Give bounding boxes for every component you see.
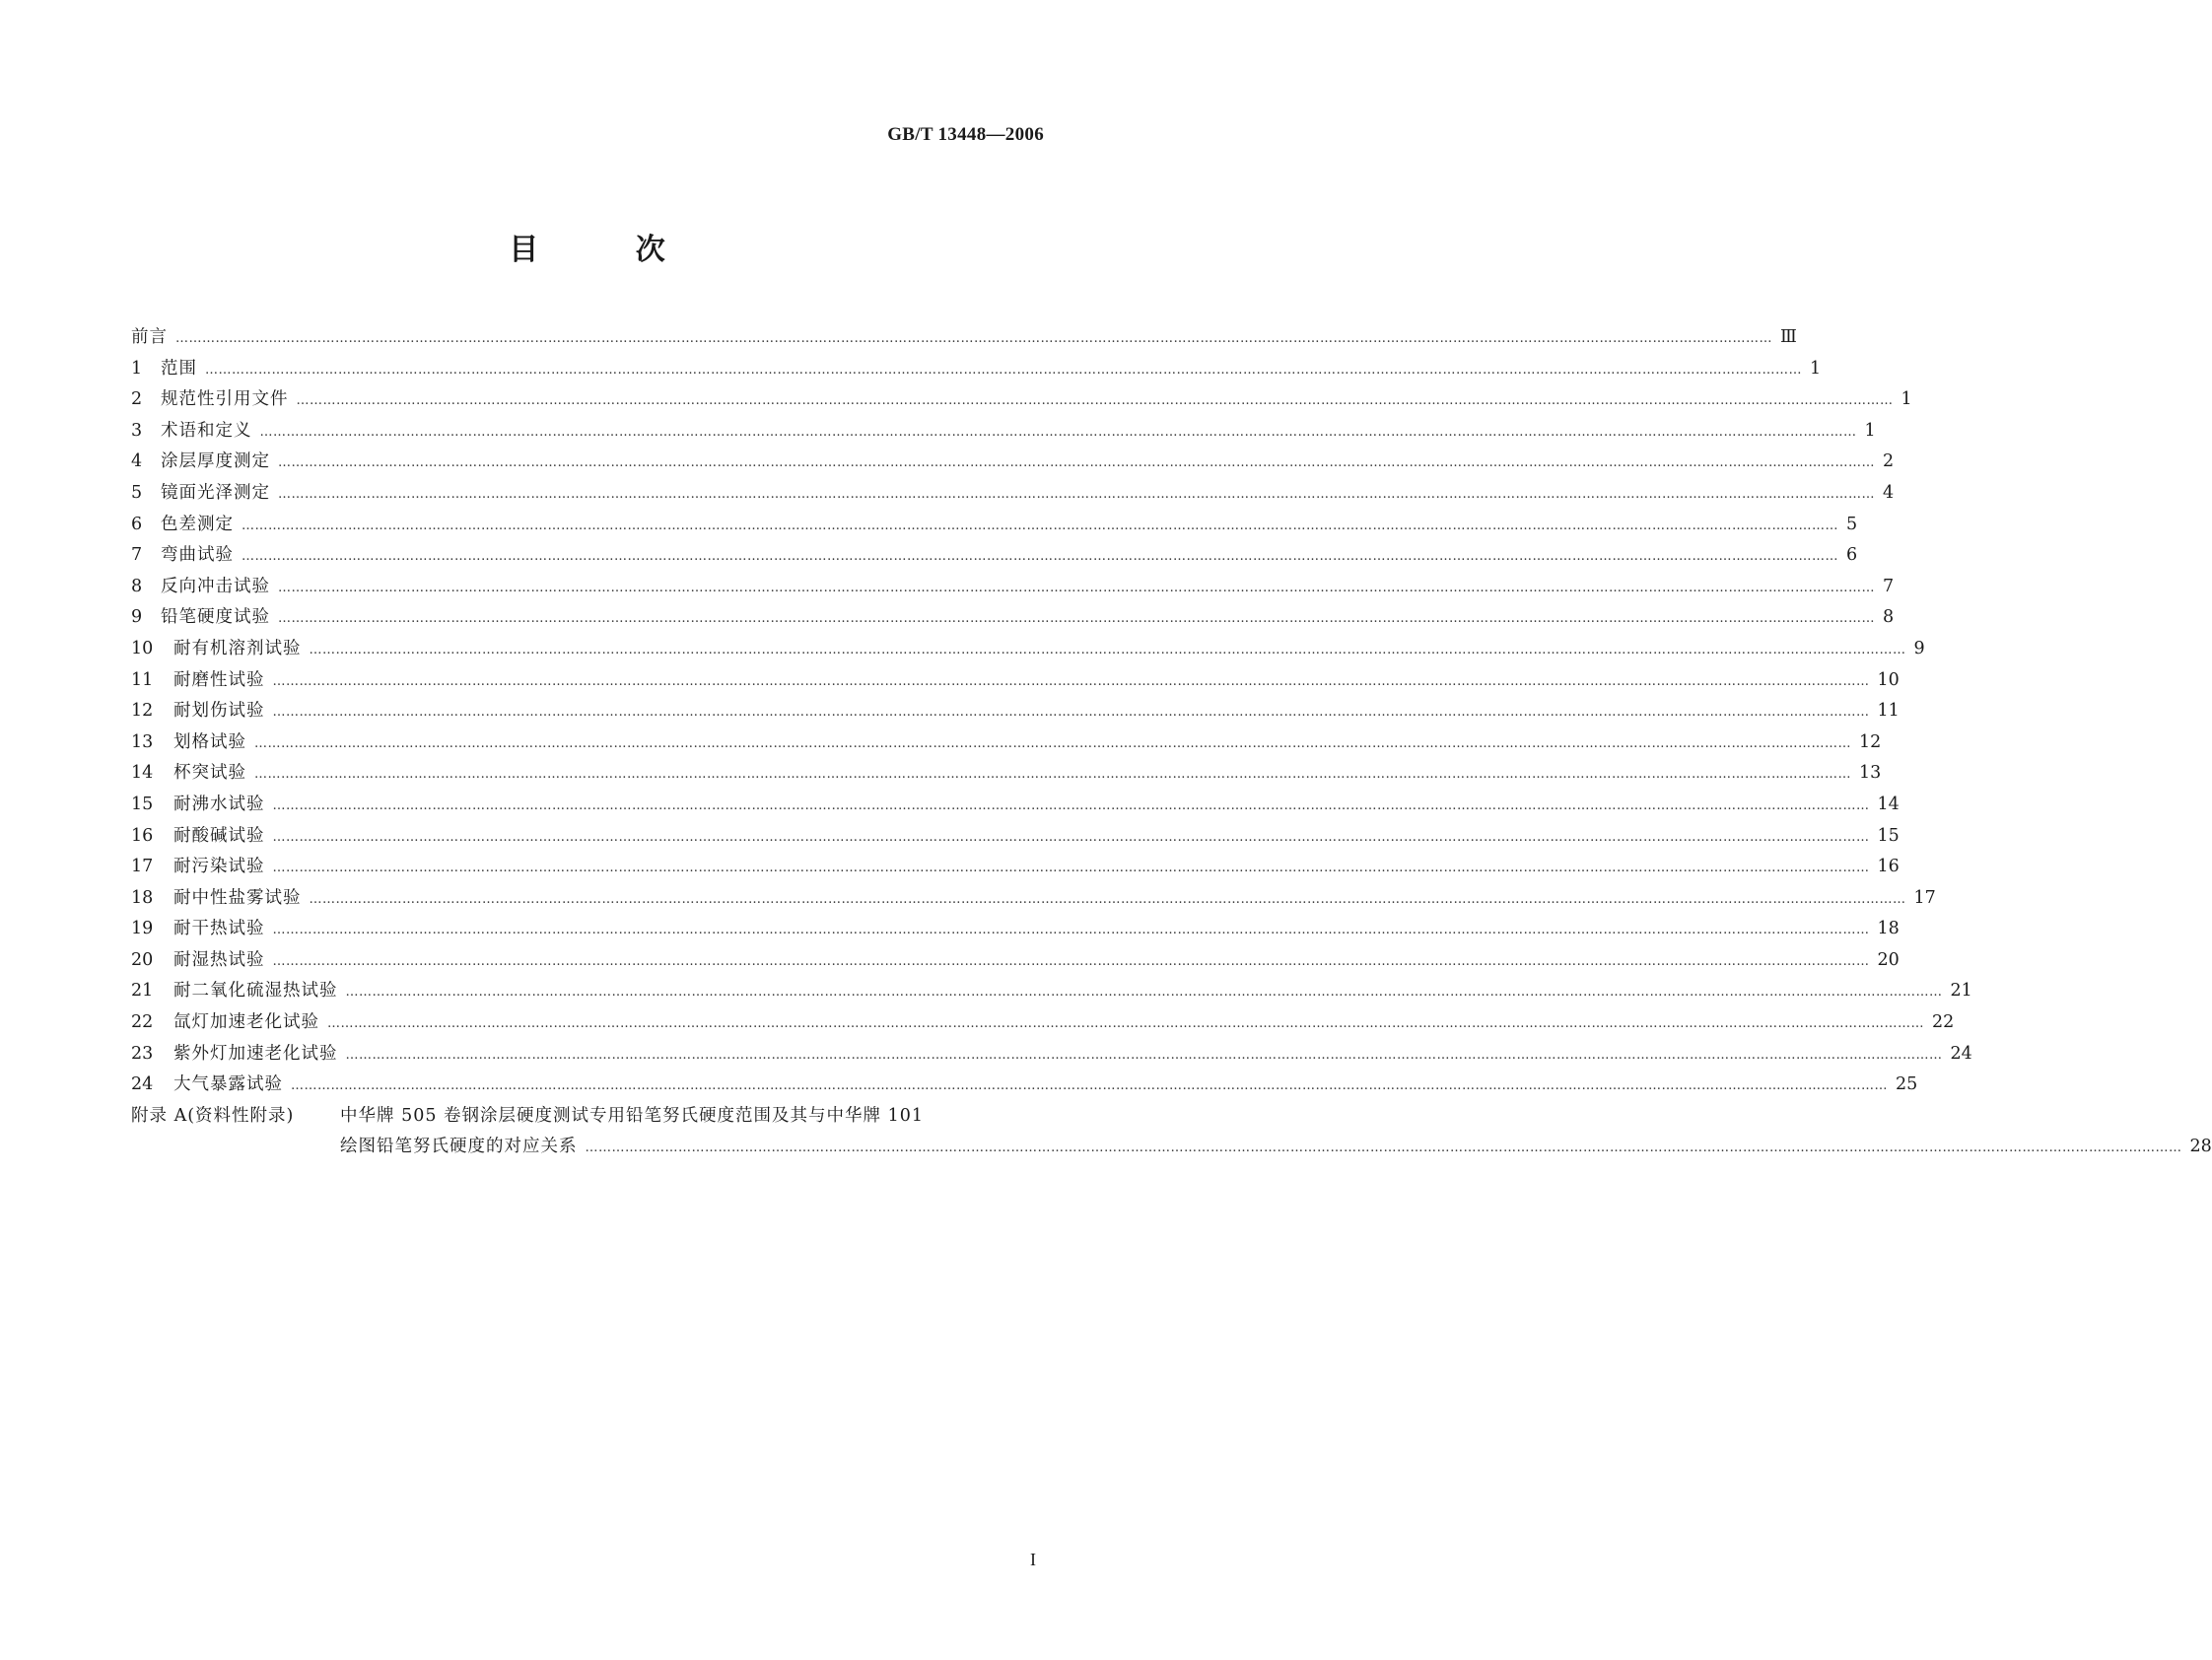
toc-entry[interactable] <box>131 635 1925 666</box>
toc-entry-label: 耐湿热试验 <box>173 949 265 970</box>
toc-entry-label: 划格试验 <box>173 731 246 752</box>
toc-leader-dots: ……………………………………………………………………………………………………………………………………………………………………………………………………………………………………………………………………………………………………………………………… <box>309 891 1906 907</box>
toc-entry-number: 14 <box>131 763 154 784</box>
toc-entry-label: 杯突试验 <box>173 763 246 784</box>
toc-leader-dots: ……………………………………………………………………………………………………………………………………………………………………………………………………………………………………………………………………………………………………………………………… <box>242 549 1838 565</box>
toc-entry[interactable] <box>131 355 1822 386</box>
toc-entry-number: 15 <box>131 794 154 814</box>
toc-leader-dots: ……………………………………………………………………………………………………………………………………………………………………………………………………………………………………………………………………………………………………………………………… <box>205 362 1802 378</box>
toc-entry-number: 20 <box>131 949 154 970</box>
toc-leader-dots: ……………………………………………………………………………………………………………………………………………………………………………………………………………………………………………………………………………………………………………………………… <box>254 735 1851 751</box>
toc-entry-number: 22 <box>131 1012 154 1033</box>
toc-annex-row[interactable] <box>131 1102 1044 1134</box>
toc-entry-number: 1 <box>131 358 143 379</box>
toc-leader-dots: ……………………………………………………………………………………………………………………………………………………………………………………………………………………………………………………………………………………………………………………………… <box>272 923 1870 938</box>
toc-entry[interactable] <box>131 822 1900 854</box>
toc-entry-label: 耐酸碱试验 <box>173 825 265 846</box>
toc-entry-page: Ⅲ <box>1780 327 1797 347</box>
toc-entry-number: 17 <box>131 857 154 877</box>
toc-leader-dots: ……………………………………………………………………………………………………………………………………………………………………………………………………………………………………………………………………………………………………………………………… <box>327 1016 1924 1032</box>
toc-leader-dots: ……………………………………………………………………………………………………………………………………………………………………………………………………………………………………………………………………………………………………………………………… <box>259 424 1857 440</box>
toc-leader-dots: ……………………………………………………………………………………………………………………………………………………………………………………………………………………………………………………………………………………………………………………………… <box>272 797 1870 813</box>
toc-entry[interactable] <box>131 448 1895 479</box>
toc-entry-label: 镜面光泽测定 <box>161 482 270 503</box>
toc-entry-page: 15 <box>1877 825 1900 846</box>
toc-entry-page: 22 <box>1932 1012 1955 1033</box>
toc-entry-number: 23 <box>131 1043 154 1064</box>
toc-leader-dots: ……………………………………………………………………………………………………………………………………………………………………………………………………………………………………………………………………………………………………………………………… <box>272 953 1870 969</box>
toc-leader-dots: ……………………………………………………………………………………………………………………………………………………………………………………………………………………………………………………………………………………………………………………………… <box>345 1047 1943 1063</box>
toc-entry-number: 16 <box>131 825 154 846</box>
toc-entry-page: 10 <box>1877 669 1900 690</box>
toc-entry-number: 2 <box>131 389 143 410</box>
toc-annex-title-line2: 绘图铅笔努氏硬度的对应关系 <box>340 1137 578 1157</box>
toc-leader-dots: ……………………………………………………………………………………………………………………………………………………………………………………………………………………………………………………………………………………………………………………………… <box>278 455 1875 471</box>
toc-entry-page: 14 <box>1877 794 1900 814</box>
toc-leader-dots: ……………………………………………………………………………………………………………………………………………………………………………………………………………………………………………………………………………………………………………………………… <box>309 642 1906 657</box>
toc-entry[interactable] <box>131 728 1882 760</box>
toc-entry-page: 5 <box>1846 514 1858 534</box>
toc-entry-number: 6 <box>131 514 143 534</box>
toc-entry-page: 20 <box>1877 949 1900 970</box>
toc-entry-page: 1 <box>1864 420 1876 441</box>
toc-entry[interactable] <box>131 385 1912 417</box>
toc-entry[interactable] <box>131 697 1900 728</box>
toc-entry-number: 24 <box>131 1074 154 1095</box>
toc-entry-page: 17 <box>1913 887 1936 908</box>
toc-entry-page: 4 <box>1883 482 1895 503</box>
toc-leader-dots: ……………………………………………………………………………………………………………………………………………………………………………………………………………………………………………………………………………………………………………………………… <box>272 829 1870 845</box>
toc-entry-number: 13 <box>131 731 154 752</box>
toc-entry[interactable] <box>131 1008 1955 1040</box>
toc-entry-page: 18 <box>1877 919 1900 939</box>
toc-leader-dots: ……………………………………………………………………………………………………………………………………………………………………………………………………………………………………………………………………………………………………………………………… <box>272 705 1870 721</box>
toc-entry-label: 弯曲试验 <box>161 545 234 566</box>
toc-leader-dots: ……………………………………………………………………………………………………………………………………………………………………………………………………………………………………………………………………………………………………………………………… <box>345 985 1943 1001</box>
toc-entry-page: 25 <box>1896 1074 1918 1095</box>
toc-entry-label: 耐磨性试验 <box>173 669 265 690</box>
toc-entry-page: 13 <box>1859 763 1882 784</box>
toc-entry[interactable] <box>131 791 1900 822</box>
toc-leader-dots: ……………………………………………………………………………………………………………………………………………………………………………………………………………………………………………………………………………………………………………………………… <box>272 673 1870 689</box>
toc-entry[interactable] <box>131 511 1858 542</box>
toc-leader-dots: ……………………………………………………………………………………………………………………………………………………………………………………………………………………………………………………………………………………………………………………………… <box>296 393 1894 409</box>
toc-entry[interactable] <box>131 666 1900 698</box>
toc-annex-row-continued[interactable] <box>131 1133 2212 1164</box>
toc-entry-label: 紫外灯加速老化试验 <box>173 1043 338 1064</box>
toc-entry[interactable] <box>131 977 1972 1008</box>
toc-entry-number: 18 <box>131 887 154 908</box>
toc-entry-page: 24 <box>1950 1043 1972 1064</box>
toc-entry-number: 5 <box>131 482 143 503</box>
toc-leader-dots: ……………………………………………………………………………………………………………………………………………………………………………………………………………………………………………………………………………………………………………………………… <box>242 518 1838 533</box>
toc-entry-number: 3 <box>131 420 143 441</box>
toc-annex-page: 28 <box>2189 1137 2212 1157</box>
toc-entry-number: 11 <box>131 669 154 690</box>
toc-entry[interactable] <box>131 915 1900 946</box>
toc-entry-page: 1 <box>1810 358 1822 379</box>
toc-entry-number: 21 <box>131 981 154 1002</box>
toc-entry[interactable] <box>131 573 1895 604</box>
toc-entry-page: 7 <box>1883 576 1895 596</box>
toc-leader-dots: ……………………………………………………………………………………………………………………………………………………………………………………………………………………………………………………………………………………………………………………………… <box>291 1078 1888 1094</box>
toc-leader-dots: ……………………………………………………………………………………………………………………………………………………………………………………………………………………………………………………………………………………………………………………………… <box>278 580 1875 595</box>
toc-entry-label: 耐划伤试验 <box>173 701 265 722</box>
toc-entry-label: 耐沸水试验 <box>173 794 265 814</box>
toc-leader-dots: ……………………………………………………………………………………………………………………………………………………………………………………………………………………………………………………………………………………………………………………………… <box>585 1141 2182 1156</box>
toc-leader-dots: ……………………………………………………………………………………………………………………………………………………………………………………………………………………………………………………………………………………………………………………………… <box>272 861 1870 876</box>
toc-entry[interactable] <box>131 1071 1918 1102</box>
toc-entry[interactable] <box>131 1040 1972 1072</box>
toc-entry-label: 耐中性盐雾试验 <box>173 887 302 908</box>
toc-entry-page: 16 <box>1877 857 1900 877</box>
toc-entry-page: 11 <box>1877 701 1900 722</box>
toc-entry-page: 2 <box>1883 451 1895 472</box>
toc-entry-label: 耐污染试验 <box>173 857 265 877</box>
toc-entry-number: 4 <box>131 451 143 472</box>
toc-entry-number: 9 <box>131 607 143 628</box>
toc-entry-label: 规范性引用文件 <box>161 389 289 410</box>
toc-entry-number: 8 <box>131 576 143 596</box>
toc-entry-page: 21 <box>1950 981 1972 1002</box>
toc-entry-label: 前言 <box>131 327 168 347</box>
toc-entry[interactable] <box>131 417 1876 449</box>
toc-annex-title-line1: 中华牌 505 卷钢涂层硬度测试专用铅笔努氏硬度范围及其与中华牌 101 <box>340 1105 924 1126</box>
toc-entry-label: 耐有机溶剂试验 <box>173 638 302 658</box>
toc-entry-label: 氙灯加速老化试验 <box>173 1012 319 1033</box>
toc-entry[interactable] <box>131 759 1882 791</box>
toc-entry-label: 大气暴露试验 <box>173 1074 283 1095</box>
toc-entry[interactable] <box>131 323 1797 355</box>
toc-entry-label: 耐干热试验 <box>173 919 265 939</box>
toc-leader-dots: ……………………………………………………………………………………………………………………………………………………………………………………………………………………………………………………………………………………………………………………………… <box>175 331 1772 346</box>
toc-entry-label: 范围 <box>161 358 197 379</box>
toc-entry[interactable] <box>131 853 1900 884</box>
toc-entry-label: 耐二氧化硫湿热试验 <box>173 981 338 1002</box>
toc-entry[interactable] <box>131 541 1858 573</box>
toc-entry-number: 7 <box>131 545 143 566</box>
toc-leader-dots: ……………………………………………………………………………………………………………………………………………………………………………………………………………………………………………………………………………………………………………………………… <box>254 767 1851 783</box>
toc-entry[interactable] <box>131 603 1895 635</box>
toc-entry-label: 术语和定义 <box>161 420 252 441</box>
toc-entry-number: 12 <box>131 701 154 722</box>
toc-annex-label: 附录 A(资料性附录) <box>131 1105 295 1126</box>
toc-entry-page: 6 <box>1846 545 1858 566</box>
toc-entry-label: 涂层厚度测定 <box>161 451 270 472</box>
toc-entry-page: 1 <box>1901 389 1912 410</box>
toc-entry[interactable] <box>131 946 1900 978</box>
toc-entry-page: 9 <box>1913 638 1925 658</box>
standard-code: GB/T 13448—2006 <box>887 124 1044 145</box>
toc-entry[interactable] <box>131 884 1936 916</box>
page-number: I <box>1030 1550 1036 1569</box>
table-of-contents <box>131 323 2212 1164</box>
toc-leader-dots: ……………………………………………………………………………………………………………………………………………………………………………………………………………………………………………………………………………………………………………………………… <box>278 486 1875 502</box>
toc-entry[interactable] <box>131 479 1895 511</box>
toc-entry-page: 8 <box>1883 607 1895 628</box>
toc-leader-dots: ……………………………………………………………………………………………………………………………………………………………………………………………………………………………………………………………………………………………………………………………… <box>278 611 1875 627</box>
toc-title: 目 次 <box>509 233 709 267</box>
toc-entry-number: 19 <box>131 919 154 939</box>
toc-entry-label: 色差测定 <box>161 514 234 534</box>
toc-entry-number: 10 <box>131 638 154 658</box>
toc-entry-label: 反向冲击试验 <box>161 576 270 596</box>
toc-entry-label: 铅笔硬度试验 <box>161 607 270 628</box>
toc-entry-page: 12 <box>1859 731 1882 752</box>
